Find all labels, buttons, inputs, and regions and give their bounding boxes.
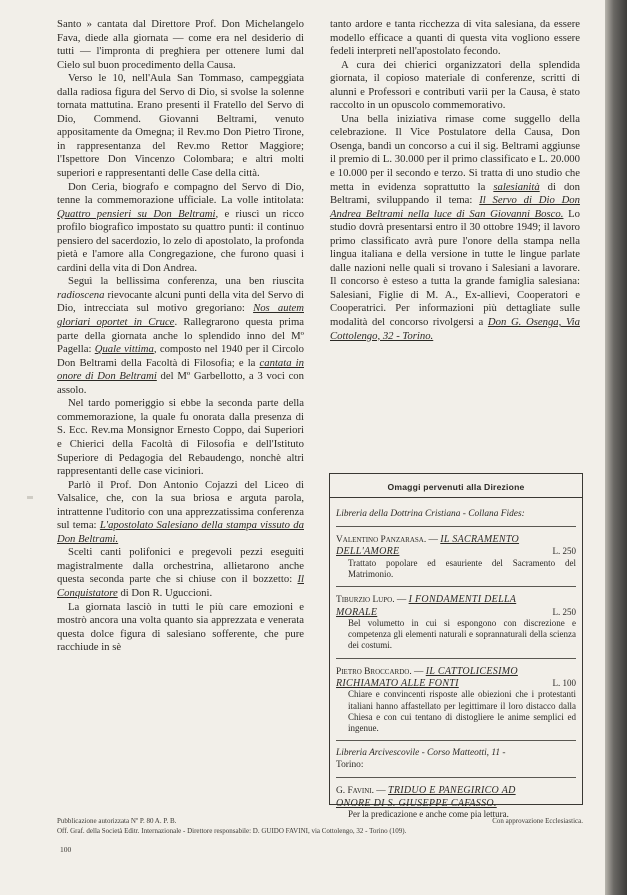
divider (336, 526, 576, 527)
page-footer (57, 817, 583, 836)
page-number: 100 (60, 845, 72, 854)
book-entry: Tiburzio Lupo. — I FONDAMENTI DELLA MORALE L. 250 Bel volumetto in cui si espongono con discrezione e competenza gli elementi naturali e soprannaturali della scienza dei costumi. (336, 594, 576, 651)
left-column (57, 18, 304, 655)
paragraph: tanto ardore e tanta ricchezza di vita salesiana, da essere modello efficace a quanti di questa vita vogliono essere fedeli interpreti nell'apostolato fecondo. (330, 18, 580, 58)
paragraph: La giornata lasciò in tutti le più care emozioni e mostrò ancora una volta quanto sia apprezzata e venerata questa dolce figura di salesiano sofferente, che pure racchiude in sè (57, 600, 304, 654)
divider (336, 777, 576, 778)
book-binding-shadow (605, 0, 627, 895)
book-description: Per la predicazione e anche come pia lettura. (348, 809, 509, 820)
approval-note: Con approvazione Ecclesiastica. (492, 817, 583, 825)
divider (336, 586, 576, 587)
book-entry: G. Favini. — TRIDUO E PANEGIRICO AD ONORE DI S. GIUSEPPE CAFASSO. Per la predicazione e anche come pia lettura. (336, 785, 576, 820)
right-column (330, 18, 580, 343)
divider (336, 658, 576, 659)
books-received-box (329, 473, 583, 820)
publisher-line: Libreria della Dottrina Cristiana - Collana Fides: (336, 509, 525, 519)
paragraph: Parlò il Prof. Don Antonio Cojazzi del Liceo di Valsalice, che, con la sua briosa e arguta parola, intrattenne l'uditorio con una apprezzatissima conferenza sul tema: L'apostolato Salesiano della stampa vissuto da Don Beltrami. (57, 478, 304, 545)
book-description: Bel volumetto in cui si espongono con discrezione e competenza gli elementi naturali e soprannaturali della scienza dei costumi. (348, 618, 576, 651)
book-entry: Valentino Panzarasa. — IL SACRAMENTO DELL'AMORE L. 250 Trattato popolare ed esauriente del Sacramento del Matrimonio. (336, 534, 576, 580)
paragraph: Seguì la bellissima conferenza, una ben riuscita radioscena rievocante alcuni punti della vita del Servo di Dio, intrecciata sul motivo gregoriano: Nos autem gloriari oportet in Cruce. Rallegrarono questa prima parte della giornata anche lo splendido inno del Mº Pagella: Quale vittima, composto nel 1940 per il Circolo Don Beltrami della Facoltà di Filosofia; e la cantata in onore di Don Beltrami del Mº Garbellotto, a 3 voci con assolo. (57, 275, 304, 396)
paragraph: A cura dei chierici organizzatori della splendida giornata, il copioso materiale di conferenze, scritti di alunni e Professori e contributi varii per la Causa, è stato raccolto in un opuscolo commemorativo. (330, 58, 580, 112)
paragraph: Nel tardo pomeriggio si ebbe la seconda parte della commemorazione, la quale fu onorata dalla presenza di S. Ecc. Rev.ma Monsignor Ernesto Coppo, dai Superiori e Chierici della Facoltà di Filosofia e dell'Istituto Superiore di Pedagogia del Rebaudengo, nonchè altri rappresentanti delle case viciniori. (57, 397, 304, 478)
punch-mark (27, 496, 33, 499)
paragraph: Santo » cantata dal Direttore Prof. Don Michelangelo Fava, diede alla giornata — come era nel desiderio di tutti — l'impronta di preghiera per ottenere lumi dal Cielo sul buon procedimento della Causa. (57, 18, 304, 71)
paragraph: Don Ceria, biografo e compagno del Servo di Dio, tenne la commemorazione ufficiale. La volle intitolata: Quattro pensieri su Don Beltrami, e riuscì un ricco profilo biografico impostato su quattro punti: il continuo pensiero del sacerdozio, lo zelo di apostolato, la profonda pietà e l'amore alla Congregazione, che furono quasi i cardini della vita di Don Andrea. (57, 180, 304, 274)
publisher-line: Libreria Arcivescovile - Corso Matteotti, 11 - Torino: (336, 748, 506, 771)
paragraph: Verso le 10, nell'Aula San Tommaso, campeggiata dalla radiosa figura del Servo di Dio, si svolse la solenne tornata mattutina. Erano presenti il Fratello del Servo di Dio, Commend. Giovanni Beltrami, venuto appositamente da Omegna; il Rev.mo Don Pietro Tirone, in rappresentanza del Rev.mo Rettor Maggiore; l'Ispettore Don Vincenzo Colombara; e altri molti superiori e rappresentanti delle Case della città. (57, 72, 304, 180)
paragraph: Scelti canti polifonici e pregevoli pezzi eseguiti magistralmente dalla orchestrina, allietarono anche questa seconda parte che si chiuse con il bozzetto: Il Conquistatore di Don R. Uguccioni. (57, 546, 304, 599)
paragraph: Una bella iniziativa rimase come suggello della celebrazione. Il Vice Postulatore della Causa, Don Osenga, bandì un concorso a cui il sig. Beltrami aggiunse il premio di L. 30.000 per il primo classificato e L. 20.000 e 10.000 per il secondo e terzo. Si tratta di uno studio che metta in evidenza soprattutto la salesianità di don Beltrami, sviluppando il tema: Il Servo di Dio Don Andrea Beltrami nella luce di San Giovanni Bosco. Lo studio dovrà presentarsi entro il 30 ottobre 1949; il lavoro primo classificato avrà pure l'onore della stampa nella lingua italiana e della versione in tutte le lingue parlate dalle nazioni nelle quali si trovano i Salesiani a lavorare. Il concorso è esteso a tutta la grande famiglia salesiana: Salesiani, Figlie di M. A., Ex-allievi, Cooperatori e Cooperatrici. Per informazioni più dettagliate sulle modalità del concorso rivolgersi a Don G. Osenga, Via Cottolengo, 32 - Torino. (330, 112, 581, 342)
divider (336, 740, 576, 741)
book-entry: Pietro Broccardo. — IL CATTOLICESIMO RICHIAMATO ALLE FONTI L. 100 Chiare e convincenti risposte alle obiezioni che i protestanti italiani hanno affastellato per legittimare il loro distacco dalla Chiesa e con cui tentano di distogliere le anime semplici ed ingenue. (336, 665, 576, 734)
price: L. 100 (552, 678, 576, 689)
book-description: Trattato popolare ed esauriente del Sacramento del Matrimonio. (348, 557, 576, 580)
printer-note: Off. Graf. della Società Editr. Internazionale - Direttore responsabile: D. GUIDO FAVINI, via Cottolengo, 32 - Torino (109). (57, 826, 407, 835)
price: L. 250 (552, 546, 576, 557)
box-title: Omaggi pervenuti alla Direzione (387, 482, 525, 492)
price: L. 250 (552, 606, 576, 617)
authorization-note: Pubblicazione autorizzata Nº P. 80 A. P. B. (57, 817, 177, 825)
book-description: Chiare e convincenti risposte alle obiezioni che i protestanti italiani hanno affastellato per legittimare il loro distacco dalla Chiesa e con cui tentano di distogliere le anime semplici ed ingenue. (348, 689, 576, 734)
